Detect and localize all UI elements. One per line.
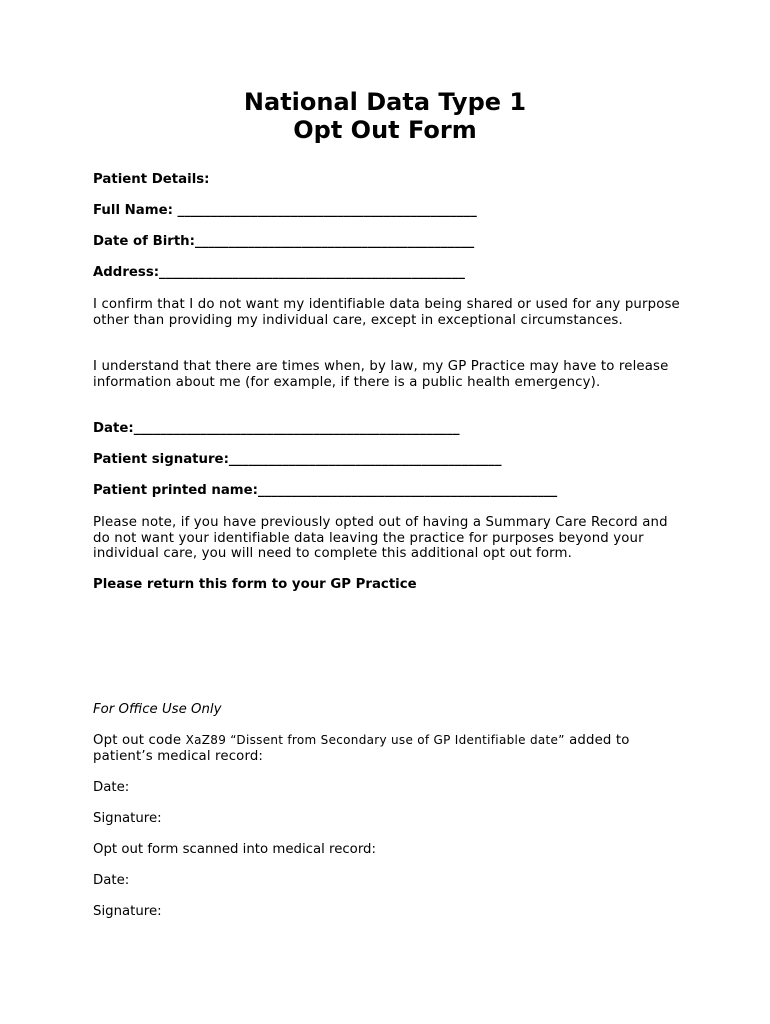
- understand-statement: I understand that there are times when, by law, my GP Practice may have to release information about me (for example, if there is a public health emergency).: [93, 359, 669, 390]
- scr-note: Please note, if you have previously opted out of having a Summary Care Record and do not want your identifiable data leaving the practice for purposes beyond your individual care, you will need to complete this additional opt out form.: [93, 515, 668, 562]
- office-date-1: Date:: [93, 780, 130, 795]
- scanned-statement: Opt out form scanned into medical record:: [93, 842, 376, 857]
- confirm-statement: I confirm that I do not want my identifiable data being shared or used for any purpose other than providing my individual care, except in exceptional circumstances.: [93, 297, 680, 328]
- patient-printed-name-field: Patient printed name:_____________________________________________: [93, 483, 558, 498]
- patient-details-heading: Patient Details:: [93, 172, 210, 187]
- date-of-birth-field: Date of Birth:__________________________________________: [93, 234, 475, 249]
- office-signature-2: Signature:: [93, 904, 162, 919]
- office-signature-1: Signature:: [93, 811, 162, 826]
- opt-out-code-suffix: added to patient’s medical record:: [93, 733, 630, 764]
- office-date-2: Date:: [93, 873, 130, 888]
- address-field: Address:______________________________________________: [93, 265, 465, 280]
- opt-out-code-detail: XaZ89 “Dissent from Secondary use of GP Identifiable date”: [185, 733, 565, 747]
- date-field: Date:_________________________________________________: [93, 421, 460, 436]
- opt-out-code-prefix: Opt out code: [93, 733, 186, 748]
- office-use-heading: For Office Use Only: [93, 702, 222, 717]
- patient-signature-field: Patient signature:_________________________________________: [93, 452, 502, 467]
- return-instruction: Please return this form to your GP Practice: [93, 577, 417, 592]
- opt-out-code-statement: [93, 733, 673, 764]
- form-title-line-2: Opt Out Form: [293, 116, 477, 144]
- form-title-line-1: National Data Type 1: [243, 88, 527, 116]
- full-name-field: Full Name: _____________________________________________: [93, 203, 477, 218]
